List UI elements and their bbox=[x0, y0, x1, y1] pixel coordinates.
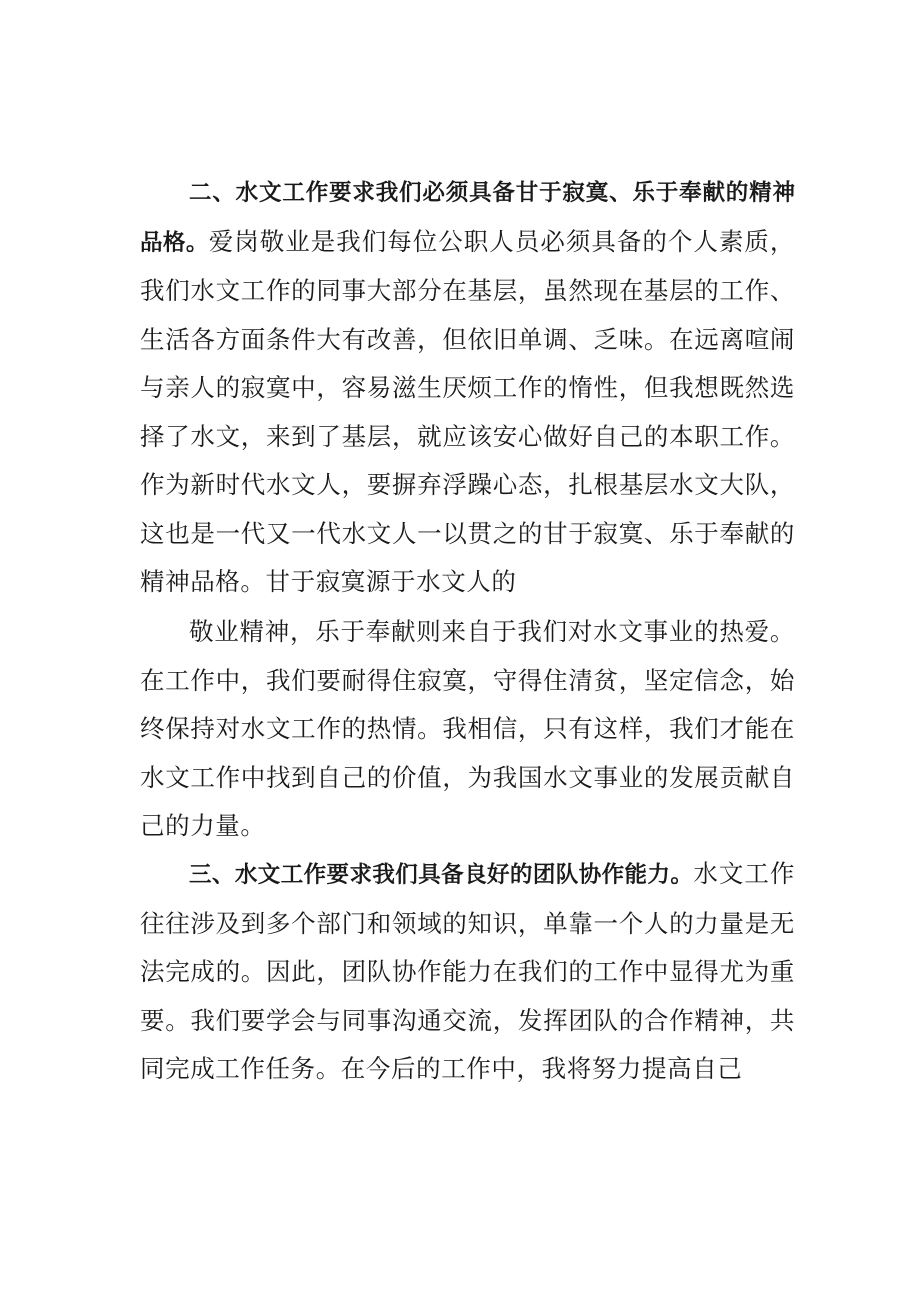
section-heading: 三、水文工作要求我们具备良好的团队协作能力。 bbox=[189, 862, 694, 888]
paragraph bbox=[140, 168, 795, 607]
continuation-paragraph bbox=[140, 608, 795, 851]
section-heading: 二、水文工作要求我们必须具备甘于寂寞、乐于奉献的精神品格。 bbox=[140, 180, 795, 256]
paragraph bbox=[140, 850, 795, 1094]
paragraph-body: 爱岗敬业是我们每位公职人员必须具备的个人素质，我们水文工作的同事大部分在基层，虽然现在基层的工作、生活各方面条件大有改善，但依旧单调、乏味。在远离喧闹与亲人的寂寞中，容易滋生厌烦工作的惰性，但我想既然选择了水文，来到了基层，就应该安心做好自己的本职工作。作为新时代水文人，要摒弃浮躁心态，扎根基层水文大队，这也是一代又一代水文人一以贯之的甘于寂寞、乐于奉献的精神品格。甘于寂寞源于水文人的 bbox=[140, 226, 795, 596]
paragraph-body: 水文工作往往涉及到多个部门和领域的知识，单靠一个人的力量是无法完成的。因此，团队协作能力在我们的工作中显得尤为重要。我们要学会与同事沟通交流，发挥团队的合作精神，共同完成工作任务。在今后的工作中，我将努力提高自己 bbox=[140, 859, 795, 1083]
section-three-paragraph bbox=[140, 850, 795, 1094]
paragraph-body: 敬业精神，乐于奉献则来自于我们对水文事业的热爱。在工作中，我们要耐得住寂寞，守得住清贫，坚定信念，始终保持对水文工作的热情。我相信，只有这样，我们才能在水文工作中找到自己的价值，为我国水文事业的发展贡献自己的力量。 bbox=[140, 617, 795, 840]
paragraph bbox=[140, 608, 795, 851]
section-two-paragraph bbox=[140, 168, 795, 607]
